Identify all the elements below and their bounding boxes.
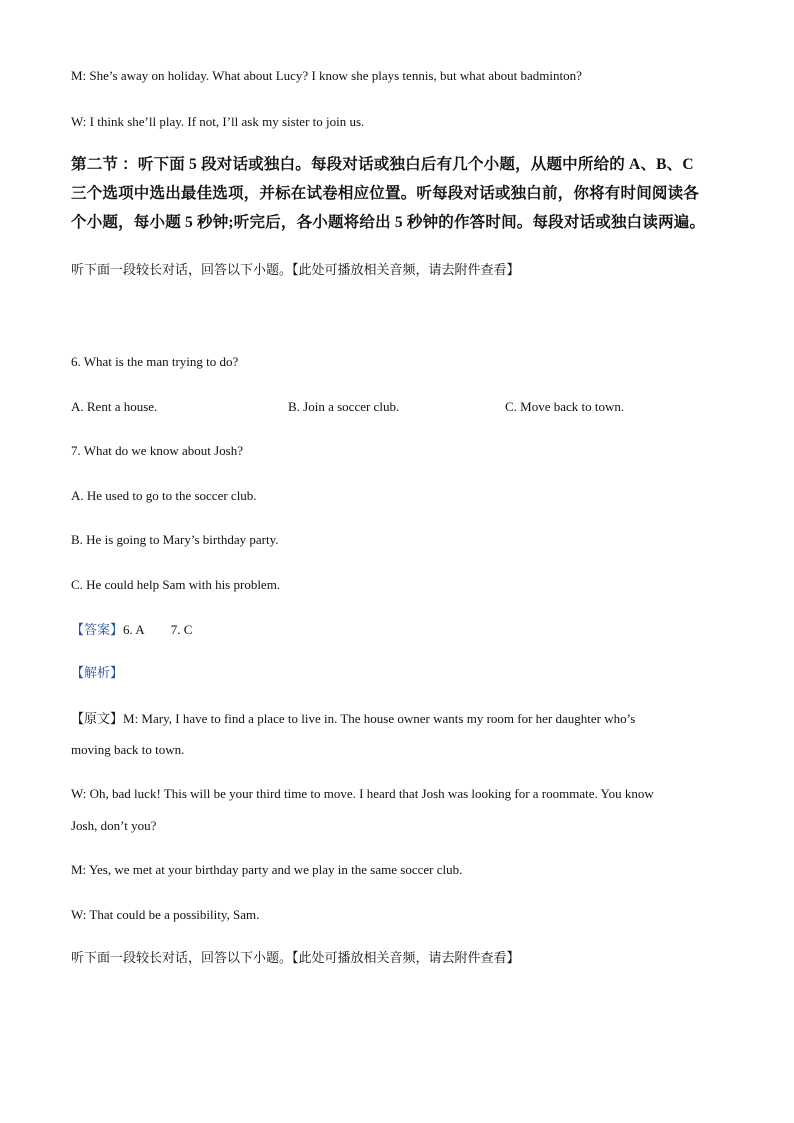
transcript-line-6: W: That could be a possibility, Sam.	[71, 907, 260, 922]
analysis-label: 【解析】	[71, 666, 124, 681]
section-2-instructions	[71, 150, 731, 237]
section-2-line-3: 个小题，每小题 5 秒钟;听完后，各小题将给出 5 秒钟的作答时间。每段对话或独白读两遍。	[71, 214, 706, 231]
transcript-line-2: moving back to town.	[71, 742, 185, 757]
listen-prompt-1: 听下面一段较长对话，回答以下小题。【此处可播放相关音频，请去附件查看】	[71, 263, 520, 278]
section-2-line-1: 第二节 ：听下面 5 段对话或独白。每段对话或独白后有几个小题，从题中所给的 A、B、C	[71, 156, 694, 173]
answer-row	[71, 622, 731, 639]
question-6: 6. What is the man trying to do?	[71, 354, 239, 369]
q6-option-b: B. Join a soccer club.	[288, 399, 400, 414]
section-2-line-2: 三个选项中选出最佳选项，并标在试卷相应位置。听每段对话或独白前，你将有时间阅读各	[71, 185, 700, 202]
transcript-line-1	[71, 711, 731, 728]
q6-option-c: C. Move back to town.	[505, 399, 625, 414]
q7-option-a: A. He used to go to the soccer club.	[71, 488, 257, 503]
transcript-line-4: Josh, don’t you?	[71, 818, 157, 833]
answer-7: 7. C	[170, 622, 193, 637]
transcript-label: 【原文】	[71, 712, 124, 727]
answer-6: 6. A	[123, 622, 145, 637]
dialogue-line-2: W: I think she’ll play. If not, I’ll ask my sister to join us.	[71, 114, 365, 129]
listen-prompt-2: 听下面一段较长对话，回答以下小题。【此处可播放相关音频，请去附件查看】	[71, 951, 520, 966]
transcript-line-5: M: Yes, we met at your birthday party and we play in the same soccer club.	[71, 862, 463, 877]
transcript-line-3: W: Oh, bad luck! This will be your third time to move. I heard that Josh was looking for a roommate. You know	[71, 786, 654, 801]
answer-label: 【答案】	[71, 623, 124, 638]
q7-option-c: C. He could help Sam with his problem.	[71, 577, 281, 592]
dialogue-line-1: M: She’s away on holiday. What about Lucy? I know she plays tennis, but what about badminton?	[71, 68, 582, 83]
transcript-text-1: M: Mary, I have to find a place to live in. The house owner wants my room for her daughter who’s	[123, 711, 636, 726]
question-7: 7. What do we know about Josh?	[71, 443, 243, 458]
q6-option-a: A. Rent a house.	[71, 399, 158, 414]
q7-option-b: B. He is going to Mary’s birthday party.	[71, 532, 279, 547]
